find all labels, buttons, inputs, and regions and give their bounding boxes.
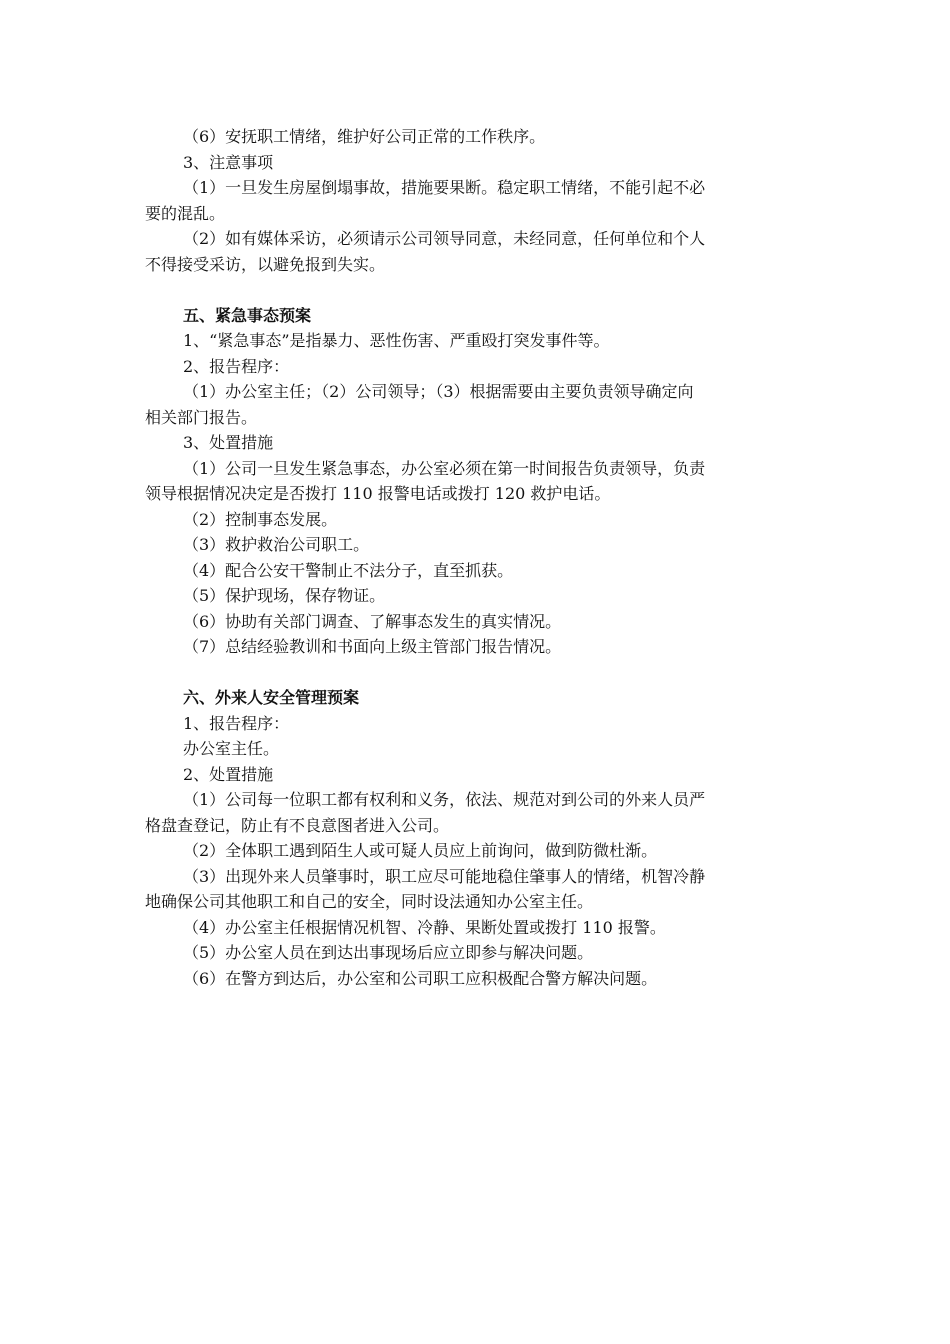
section6-paragraph-1: 1、报告程序： <box>183 713 290 733</box>
section4-note-2-line-1: （2）如有媒体采访，必须请示公司领导同意，未经同意，任何单位和个人 <box>183 229 706 248</box>
section5-report-line-1: （1）办公室主任；（2）公司领导；（3）根据需要由主要负责领导确定向 <box>183 382 694 401</box>
section6-measure-1-line-2: 格盘查登记，防止有不良意图者进入公司。 <box>145 815 450 835</box>
section5-measure-1-line-1: （1）公司一旦发生紧急事态，办公室必须在第一时间报告负责领导，负责 <box>183 458 706 478</box>
section5-measure-2: （2）控制事态发展。 <box>183 509 338 529</box>
section4-note-1-line-2: 要的混乱。 <box>145 203 226 223</box>
section6-measure-2: （2）全体职工遇到陌生人或可疑人员应上前询问，做到防微杜渐。 <box>183 841 658 860</box>
section5-paragraph-1: 1、“紧急事态”是指暴力、恶性伤害、严重殴打突发事件等。 <box>183 331 610 350</box>
section5-report-line-2: 相关部门报告。 <box>145 407 258 427</box>
section5-paragraph-2: 2、报告程序： <box>183 356 290 376</box>
section6-paragraph-2: 2、处置措施 <box>183 764 274 784</box>
section5-measure-7: （7）总结经验教训和书面向上级主管部门报告情况。 <box>183 637 562 656</box>
section4-note-1-line-1: （1）一旦发生房屋倒塌事故，措施要果断。稳定职工情绪，不能引起不必 <box>183 178 706 197</box>
section4-note-2-line-2: 不得接受采访，以避免报到失实。 <box>145 254 386 274</box>
section5-measure-5: （5）保护现场，保存物证。 <box>183 586 386 605</box>
section5-measure-1-line-2: 领导根据情况决定是否拨打 110 报警电话或拨打 120 救护电话。 <box>145 484 611 503</box>
section4-notes-title: 3、注意事项 <box>183 152 274 172</box>
section5-measure-4: （4）配合公安干警制止不法分子，直至抓获。 <box>183 560 514 580</box>
section6-measure-6: （6）在警方到达后，办公室和公司职工应积极配合警方解决问题。 <box>183 968 658 988</box>
section6-measure-5: （5）办公室人员在到达出事现场后应立即参与解决问题。 <box>183 943 594 962</box>
spacer <box>145 660 805 686</box>
document-page <box>145 124 805 991</box>
section4-item-6: （6）安抚职工情绪，维护好公司正常的工作秩序。 <box>183 127 546 146</box>
section6-measure-3-line-2: 地确保公司其他职工和自己的安全，同时设法通知办公室主任。 <box>145 892 594 911</box>
section5-measure-3: （3）救护救治公司职工。 <box>183 535 370 554</box>
section5-measure-6: （6）协助有关部门调查、了解事态发生的真实情况。 <box>183 611 562 631</box>
section6-report-detail: 办公室主任。 <box>183 739 280 758</box>
section5-paragraph-3: 3、处置措施 <box>183 433 274 452</box>
section6-title: 六、外来人安全管理预案 <box>183 688 360 707</box>
spacer <box>145 277 805 303</box>
section6-measure-4: （4）办公室主任根据情况机智、冷静、果断处置或拨打 110 报警。 <box>183 917 666 937</box>
section6-measure-3-line-1: （3）出现外来人员肇事时，职工应尽可能地稳住肇事人的情绪，机智冷静 <box>183 866 706 886</box>
section6-measure-1-line-1: （1）公司每一位职工都有权利和义务，依法、规范对到公司的外来人员严 <box>183 790 706 809</box>
section5-title: 五、紧急事态预案 <box>183 305 312 325</box>
